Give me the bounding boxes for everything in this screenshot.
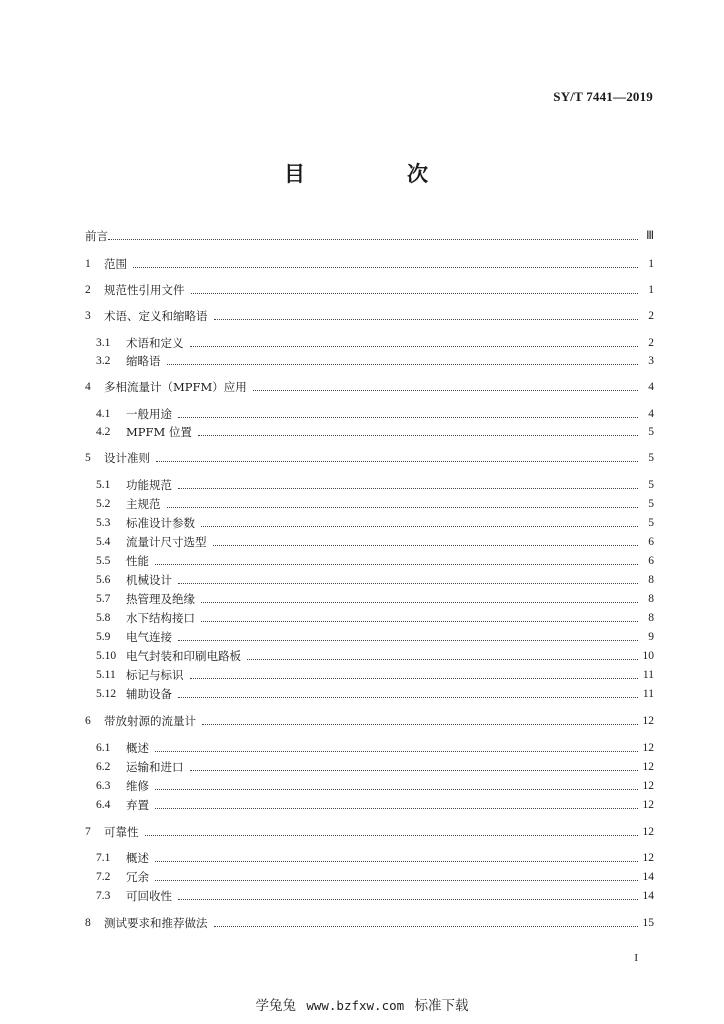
toc-entry[interactable] — [96, 406, 654, 422]
toc-leader-dots — [190, 678, 639, 679]
toc-entry-number: 5.3 — [96, 517, 111, 529]
toc-entry-text: 概述 — [126, 741, 149, 755]
toc-entry-number: 7 — [85, 826, 91, 838]
toc-entry-number: 4 — [85, 381, 91, 393]
toc-entry-page: 1 — [648, 258, 654, 270]
toc-entry-number: 5.9 — [96, 631, 111, 643]
toc-entry-label — [85, 713, 202, 729]
toc-entry-label — [85, 256, 133, 272]
toc-entry[interactable] — [85, 824, 654, 840]
toc-entry-page: 12 — [642, 799, 654, 811]
toc-entry-number: 7.2 — [96, 871, 111, 883]
toc-entry-page: 2 — [648, 337, 654, 349]
footer-watermark — [0, 994, 724, 1014]
toc-entry[interactable] — [96, 610, 654, 626]
toc-entry-label — [85, 824, 145, 840]
toc-entry-page: 1 — [648, 284, 654, 296]
toc-entry-page: 8 — [648, 593, 654, 605]
toc-entry-page: 6 — [648, 536, 654, 548]
toc-entry-text: 概述 — [126, 851, 149, 865]
toc-entry-text: 弃置 — [126, 798, 149, 812]
toc-entry-text: 电气连接 — [126, 630, 172, 644]
toc-entry-number: 5.10 — [96, 650, 117, 662]
toc-entry-text: 热管理及绝缘 — [126, 592, 195, 606]
toc-entry-number: 5.7 — [96, 593, 111, 605]
toc-entry-label — [96, 759, 190, 775]
toc-entry-page: 12 — [642, 742, 654, 754]
toc-entry-page: 9 — [648, 631, 654, 643]
toc-entry-page: 2 — [648, 310, 654, 322]
toc-entry[interactable] — [96, 515, 654, 531]
toc-leader-dots — [167, 364, 639, 365]
toc-leader-dots — [201, 621, 638, 622]
toc-entry-number: 3.2 — [96, 355, 111, 367]
toc-entry-page: 8 — [648, 612, 654, 624]
toc-entry-text: 多相流量计（MPFM）应用 — [104, 380, 247, 394]
toc-entry-label — [85, 915, 214, 931]
toc-entry-page: 3 — [648, 355, 654, 367]
toc-entry-page: 6 — [648, 555, 654, 567]
toc-entry-number: 5.5 — [96, 555, 111, 567]
toc-entry-number: 7.1 — [96, 852, 111, 864]
toc-leader-dots — [155, 789, 638, 790]
toc-entry-text: 性能 — [126, 554, 149, 568]
toc-entry-label — [85, 308, 214, 324]
page-title: 目 次 — [284, 162, 448, 186]
toc-entry[interactable] — [96, 335, 654, 351]
toc-entry-number: 5 — [85, 452, 91, 464]
toc-entry-text: 功能规范 — [126, 478, 172, 492]
toc-entry-number: 8 — [85, 917, 91, 929]
toc-entry-number: 5.11 — [96, 669, 116, 681]
toc-entry[interactable] — [96, 869, 654, 885]
toc-entry-page: 5 — [648, 498, 654, 510]
toc-leader-dots — [253, 390, 638, 391]
toc-entry[interactable] — [96, 496, 654, 512]
toc-leader-dots — [190, 770, 639, 771]
page-number: I — [634, 952, 638, 964]
toc-entry-label — [96, 850, 155, 866]
toc-entry-text: 维修 — [126, 779, 149, 793]
toc-entry-text: 可靠性 — [104, 825, 139, 839]
toc-entry-page: 12 — [642, 852, 654, 864]
toc-entry-number: 6 — [85, 715, 91, 727]
toc-entry-page: 14 — [642, 871, 654, 883]
toc-entry-text: 流量计尺寸选型 — [126, 535, 207, 549]
toc-entry[interactable] — [96, 553, 654, 569]
toc-entry-text: 冗余 — [126, 870, 149, 884]
toc-entry-number: 5.1 — [96, 479, 111, 491]
toc-entry-label — [96, 572, 178, 588]
toc-leader-dots — [178, 583, 638, 584]
toc-entry-label — [96, 496, 167, 512]
toc-entry-page: 4 — [648, 381, 654, 393]
toc-entry[interactable] — [96, 740, 654, 756]
toc-entry-label — [96, 648, 247, 664]
toc-entry-label — [96, 778, 155, 794]
toc-leader-dots — [214, 319, 639, 320]
toc-leader-dots — [202, 724, 638, 725]
toc-leader-dots — [178, 899, 638, 900]
toc-leader-dots — [155, 564, 638, 565]
toc-leader-dots — [178, 488, 638, 489]
toc-leader-dots — [133, 267, 638, 268]
toc-leader-dots — [178, 697, 638, 698]
toc-entry-page: 10 — [642, 650, 654, 662]
toc-leader-dots — [247, 659, 638, 660]
toc-entry-text: 设计准则 — [104, 451, 150, 465]
toc-entry[interactable] — [96, 424, 654, 440]
toc-entry-label — [96, 353, 167, 369]
toc-leader-dots — [191, 293, 639, 294]
toc-entry[interactable] — [85, 282, 654, 298]
toc-entry-text: 带放射源的流量计 — [104, 714, 196, 728]
toc-entry-number: 6.4 — [96, 799, 111, 811]
toc-entry[interactable] — [85, 256, 654, 272]
toc-entry-text: 缩略语 — [126, 354, 161, 368]
toc-entry-page: Ⅲ — [646, 230, 654, 242]
toc-entry[interactable] — [96, 629, 654, 645]
toc-entry[interactable] — [96, 778, 654, 794]
toc-entry-page: 14 — [642, 890, 654, 902]
toc-entry-text: MPFM 位置 — [126, 425, 192, 439]
toc-entry-text: 可回收性 — [126, 889, 172, 903]
toc-entry-label — [96, 406, 178, 422]
toc-entry-text: 术语和定义 — [126, 336, 184, 350]
toc-entry-page: 12 — [642, 715, 654, 727]
toc-leader-dots — [155, 751, 638, 752]
toc-entry-number: 6.1 — [96, 742, 111, 754]
toc-entry-label — [96, 629, 178, 645]
toc-entry-page: 12 — [642, 780, 654, 792]
toc-entry-number: 5.4 — [96, 536, 111, 548]
toc-entry-page: 11 — [642, 669, 654, 681]
toc-entry-label — [96, 477, 178, 493]
toc-entry-text: 运输和进口 — [126, 760, 184, 774]
toc-entry[interactable] — [96, 850, 654, 866]
toc-entry-number: 4.2 — [96, 426, 111, 438]
toc-entry-label — [96, 667, 190, 683]
toc-entry-page: 12 — [642, 761, 654, 773]
toc-leader-dots — [145, 835, 639, 836]
toc-entry-number: 3.1 — [96, 337, 111, 349]
toc-entry-label — [96, 740, 155, 756]
toc-entry-text: 标记与标识 — [126, 668, 184, 682]
toc-leader-dots — [156, 461, 638, 462]
toc-entry-number: 1 — [85, 258, 91, 270]
toc-entry-number: 6.2 — [96, 761, 111, 773]
toc-entry-number: 7.3 — [96, 890, 111, 902]
toc-entry-text: 术语、定义和缩略语 — [104, 309, 208, 323]
toc-entry-number: 4.1 — [96, 408, 111, 420]
toc-entry-text: 电气封装和印刷电路板 — [126, 649, 241, 663]
toc-entry-text: 规范性引用文件 — [104, 283, 185, 297]
toc-leader-dots — [155, 808, 638, 809]
toc-entry-label — [96, 424, 198, 440]
toc-entry-label — [96, 797, 155, 813]
toc-leader-dots — [213, 545, 639, 546]
toc-entry-page: 11 — [642, 688, 654, 700]
toc-entry-label — [96, 869, 155, 885]
toc-entry-text: 前言 — [85, 229, 108, 243]
toc-leader-dots — [108, 239, 638, 240]
toc-entry[interactable] — [96, 797, 654, 813]
toc-entry[interactable] — [96, 759, 654, 775]
toc-leader-dots — [178, 640, 638, 641]
toc-entry-text: 主规范 — [126, 497, 161, 511]
toc-entry-text: 辅助设备 — [126, 687, 172, 701]
toc-entry-text: 范围 — [104, 257, 127, 271]
toc-entry[interactable] — [96, 591, 654, 607]
toc-entry-text: 水下结构接口 — [126, 611, 195, 625]
toc-entry[interactable] — [85, 915, 654, 931]
toc-entry-page: 5 — [648, 426, 654, 438]
toc-leader-dots — [167, 507, 639, 508]
toc-entry-label — [85, 228, 108, 244]
footer-site-name: 学兔兔 — [255, 998, 297, 1014]
toc-entry[interactable] — [85, 308, 654, 324]
toc-leader-dots — [201, 526, 638, 527]
toc-entry-text: 一般用途 — [126, 407, 172, 421]
toc-entry[interactable] — [85, 379, 654, 395]
toc-entry-label — [85, 282, 191, 298]
toc-leader-dots — [190, 346, 639, 347]
toc-entry-page: 4 — [648, 408, 654, 420]
toc-leader-dots — [155, 880, 638, 881]
toc-entry[interactable] — [96, 686, 654, 702]
toc-entry-page: 5 — [648, 479, 654, 491]
toc-entry-number: 3 — [85, 310, 91, 322]
toc-entry-page: 8 — [648, 574, 654, 586]
toc-entry-label — [96, 610, 201, 626]
toc-entry[interactable] — [96, 667, 654, 683]
toc-entry[interactable] — [96, 888, 654, 904]
toc-entry-text: 标准设计参数 — [126, 516, 195, 530]
toc-leader-dots — [178, 417, 638, 418]
toc-entry-page: 12 — [642, 826, 654, 838]
footer-slogan: 标准下载 — [414, 998, 469, 1014]
toc-entry-label — [96, 686, 178, 702]
toc-entry-text: 测试要求和推荐做法 — [104, 916, 208, 930]
toc-entry-page: 5 — [648, 452, 654, 464]
toc-entry[interactable] — [96, 648, 654, 664]
toc-entry[interactable] — [96, 534, 654, 550]
toc-entry-label — [85, 450, 156, 466]
toc-entry-number: 6.3 — [96, 780, 111, 792]
toc-entry-page: 15 — [642, 917, 654, 929]
toc-entry-label — [96, 335, 190, 351]
toc-entry-number: 5.8 — [96, 612, 111, 624]
toc-leader-dots — [198, 435, 638, 436]
toc-entry-label — [85, 379, 253, 395]
standard-code: SY/T 7441—2019 — [553, 89, 653, 104]
footer-url: www.bzfxw.com — [306, 998, 405, 1013]
toc-entry[interactable] — [85, 450, 654, 466]
toc-entry[interactable] — [96, 477, 654, 493]
toc-entry-page: 5 — [648, 517, 654, 529]
toc-entry[interactable] — [85, 228, 654, 244]
toc-leader-dots — [155, 861, 638, 862]
toc-entry-text: 机械设计 — [126, 573, 172, 587]
toc-leader-dots — [214, 926, 639, 927]
toc-entry[interactable] — [96, 572, 654, 588]
toc-entry-label — [96, 553, 155, 569]
toc-entry-label — [96, 534, 213, 550]
toc-entry-number: 5.6 — [96, 574, 111, 586]
toc-entry-label — [96, 591, 201, 607]
toc-entry-number: 5.2 — [96, 498, 111, 510]
toc-entry-number: 5.12 — [96, 688, 117, 700]
toc-leader-dots — [201, 602, 638, 603]
toc-entry-label — [96, 515, 201, 531]
toc-entry[interactable] — [85, 713, 654, 729]
toc-entry-number: 2 — [85, 284, 91, 296]
toc-entry[interactable] — [96, 353, 654, 369]
toc-entry-label — [96, 888, 178, 904]
